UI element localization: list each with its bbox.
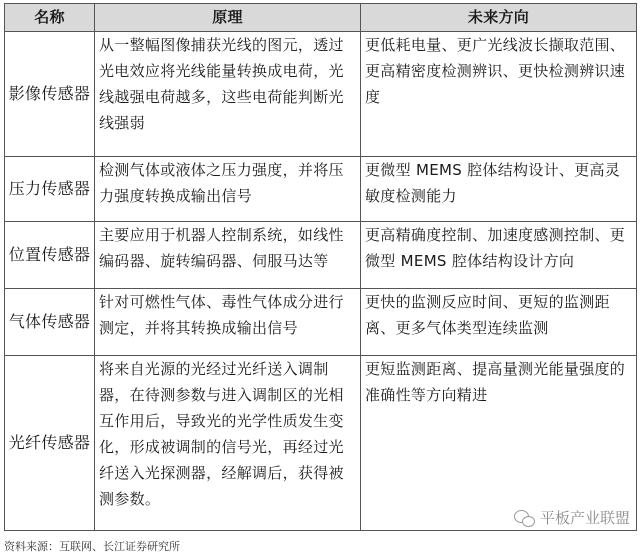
sensor-principle: 针对可燃性气体、毒性气体成分进行测定，并将其转换成输出信号 xyxy=(95,289,361,356)
sensor-principle: 将来自光源的光经过光纤送入调制器，在待测参数与进入调制区的光相互作用后，导致光的光学性质发生变化，形成被调制的信号光，再经过光纤送入光探测器，经解调后，获得被测参数。 xyxy=(95,356,361,531)
table-row xyxy=(5,289,637,356)
header-future: 未来方向 xyxy=(361,4,637,32)
sensor-future: 更短监测距离、提高量测光能量强度的准确性等方向精进 xyxy=(361,356,637,531)
sensor-name: 气体传感器 xyxy=(5,289,95,356)
table-row xyxy=(5,32,637,157)
sensor-principle: 检测气体或液体之压力强度，并将压力强度转换成输出信号 xyxy=(95,157,361,222)
sensor-future: 更快的监测反应时间、更短的监测距离、更多气体类型连续监测 xyxy=(361,289,637,356)
wechat-icon xyxy=(514,509,536,527)
header-name: 名称 xyxy=(5,4,95,32)
source-note: 资料来源：互联网、长江证券研究所 xyxy=(4,540,180,553)
sensor-principle: 主要应用于机器人控制系统，如线性编码器、旋转编码器、伺服马达等 xyxy=(95,222,361,289)
table-row xyxy=(5,222,637,289)
sensor-future: 更高精确度控制、加速度感测控制、更微型 MEMS 腔体结构设计方向 xyxy=(361,222,637,289)
sensor-name: 压力传感器 xyxy=(5,157,95,222)
sensor-name: 影像传感器 xyxy=(5,32,95,157)
watermark-text: 平板产业联盟 xyxy=(539,509,630,527)
sensor-principle: 从一整幅图像捕获光线的图元，透过光电效应将光线能量转换成电荷，光线越强电荷越多，这些电荷能判断光线强弱 xyxy=(95,32,361,157)
table-row xyxy=(5,157,637,222)
sensor-future: 更微型 MEMS 腔体结构设计、更高灵敏度检测能力 xyxy=(361,157,637,222)
header-principle: 原理 xyxy=(95,4,361,32)
sensor-future: 更低耗电量、更广光线波长撷取范围、更高精密度检测辨识、更快检测辨识速度 xyxy=(361,32,637,157)
table-row xyxy=(5,356,637,531)
sensor-name: 光纤传感器 xyxy=(5,356,95,531)
sensor-comparison-table xyxy=(4,3,637,531)
sensor-name: 位置传感器 xyxy=(5,222,95,289)
watermark xyxy=(514,507,630,528)
table-header-row xyxy=(5,4,637,32)
